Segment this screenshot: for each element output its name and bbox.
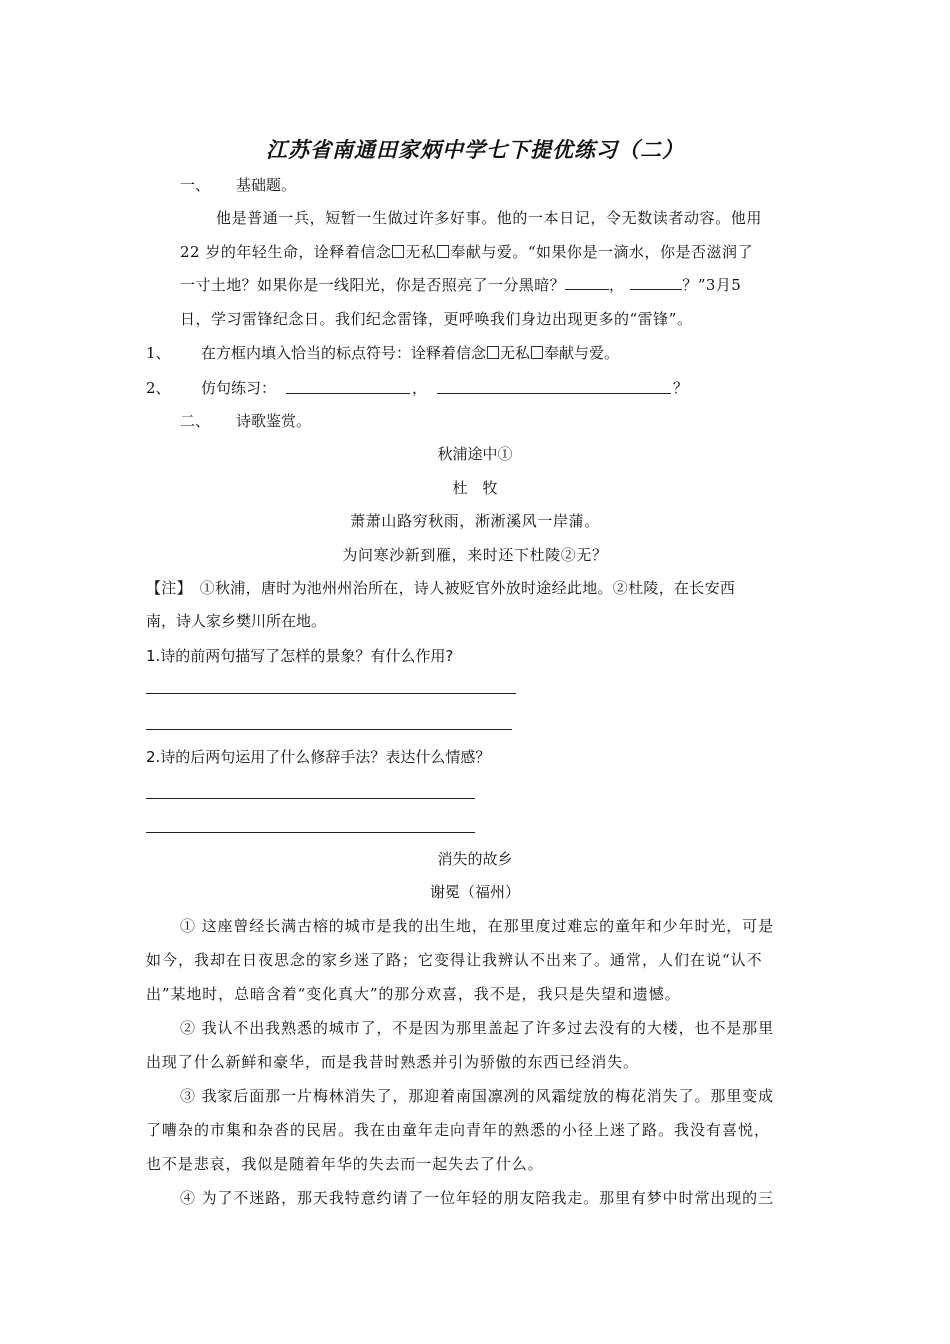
essay-author: 谢冕（福州） <box>429 883 520 901</box>
poem-line-2: 为问寒沙新到雁，来时还下杜陵②无？ <box>342 546 608 564</box>
essay-line-6: ③ 我家后面那一片梅林消失了，那迎着南国凛冽的风霜绽放的梅花消失了。那里变成 <box>180 1087 774 1105</box>
essay-line-1: ① 这座曾经长满古榕的城市是我的出生地，在那里度过难忘的童年和少年时光，可是 <box>180 917 774 935</box>
poem-question-2: 2.诗的后两句运用了什么修辞手法？表达什么情感？ <box>146 748 491 766</box>
section2-number: 二、 <box>180 412 211 430</box>
q1-text-c: 奉献与爱。 <box>544 344 620 362</box>
page-title: 江苏省南通田家炳中学七下提优练习（二） <box>266 138 684 162</box>
answer-line-1[interactable] <box>146 693 516 694</box>
q2-answer-line-1[interactable] <box>286 393 410 394</box>
q1-number: 1、 <box>146 344 171 362</box>
note-line-2: 南，诗人家乡樊川所在地。 <box>146 612 327 630</box>
section1-label: 基础题。 <box>236 176 297 194</box>
poem-title: 秋浦途中① <box>437 445 513 463</box>
poem-question-1: 1.诗的前两句描写了怎样的景象？有什么作用? <box>146 647 454 665</box>
q2-answer-line-2[interactable] <box>437 393 671 394</box>
para-line2-b: 无私 <box>405 243 437 261</box>
answer-box-2[interactable] <box>531 346 543 359</box>
answer-box-1[interactable] <box>487 346 499 359</box>
essay-line-2: 如今，我却在日夜思念的家乡迷了路；它变得让我辨认不出来了。通常，人们在说“认不 <box>146 951 763 969</box>
essay-line-4: ② 我认不出我熟悉的城市了，不是因为那里盖起了许多过去没有的大楼，也不是那里 <box>180 1019 774 1037</box>
poem-author: 杜 牧 <box>452 479 498 497</box>
q2-end: ？ <box>673 379 689 397</box>
para-line3-comma: ， <box>609 276 625 294</box>
poem-line-1: 萧萧山路穷秋雨，淅淅溪风一岸蒲。 <box>350 512 600 530</box>
answer-line-4[interactable] <box>146 832 475 833</box>
section1-para-line3 <box>180 275 741 295</box>
para-line2-c: 奉献与爱。“如果你是一滴水，你是否滋润了 <box>450 243 754 261</box>
essay-line-5: 出现了什么新鲜和豪华，而是我昔时熟悉并引为骄傲的东西已经消失。 <box>146 1053 639 1071</box>
blank-box[interactable] <box>437 245 449 258</box>
para-line2-a: 22 岁的年轻生命，诠释着信念 <box>180 243 392 261</box>
essay-line-7: 了嘈杂的市集和杂沓的民居。我在由童年走向青年的熟悉的小径上迷了路。我没有喜悦， <box>146 1121 771 1139</box>
q2-comma: ， <box>412 379 428 397</box>
q1-text-a: 在方框内填入恰当的标点符号：诠释着信念 <box>201 344 487 362</box>
section1-para-line4: 日，学习雷锋纪念日。我们纪念雷锋，更呼唤我们身边出现更多的“雷锋”。 <box>180 310 693 328</box>
q2-label: 仿句练习： <box>201 379 277 397</box>
answer-line-3[interactable] <box>146 798 475 799</box>
blank-box[interactable] <box>392 245 404 258</box>
fill-blank-1[interactable] <box>565 275 609 290</box>
section1-number: 一、 <box>180 176 211 194</box>
section1-para-line2 <box>180 242 753 262</box>
note-line-1: 【注】 ①秋浦，唐时为池州州治所在，诗人被贬官外放时途经此地。②杜陵，在长安西 <box>146 579 736 597</box>
essay-line-9: ④ 为了不迷路，那天我特意约请了一位年轻的朋友陪我走。那里有梦中时常出现的三 <box>180 1189 774 1207</box>
q1-text <box>201 343 619 363</box>
answer-line-2[interactable] <box>146 729 512 730</box>
essay-line-8: 也不是悲哀，我似是随着年华的失去而一起失去了什么。 <box>146 1155 544 1173</box>
q2-number: 2、 <box>146 379 171 397</box>
para-line3-a: 一寸土地？如果你是一线阳光，你是否照亮了一分黑暗？ <box>180 276 566 294</box>
section1-para-line1: 他是普通一兵，短暂一生做过许多好事。他的一本日记，令无数读者动容。他用 <box>216 209 763 227</box>
q1-text-b: 无私 <box>500 344 531 362</box>
essay-line-3: 出”某地时，总暗含着“变化真大”的那分欢喜，我不是，我只是失望和遗憾。 <box>146 985 681 1003</box>
section2-label: 诗歌鉴赏。 <box>236 412 312 430</box>
fill-blank-2[interactable] <box>630 275 682 290</box>
para-line3-end: ？”3月5 <box>682 276 742 294</box>
essay-title: 消失的故乡 <box>437 850 513 868</box>
